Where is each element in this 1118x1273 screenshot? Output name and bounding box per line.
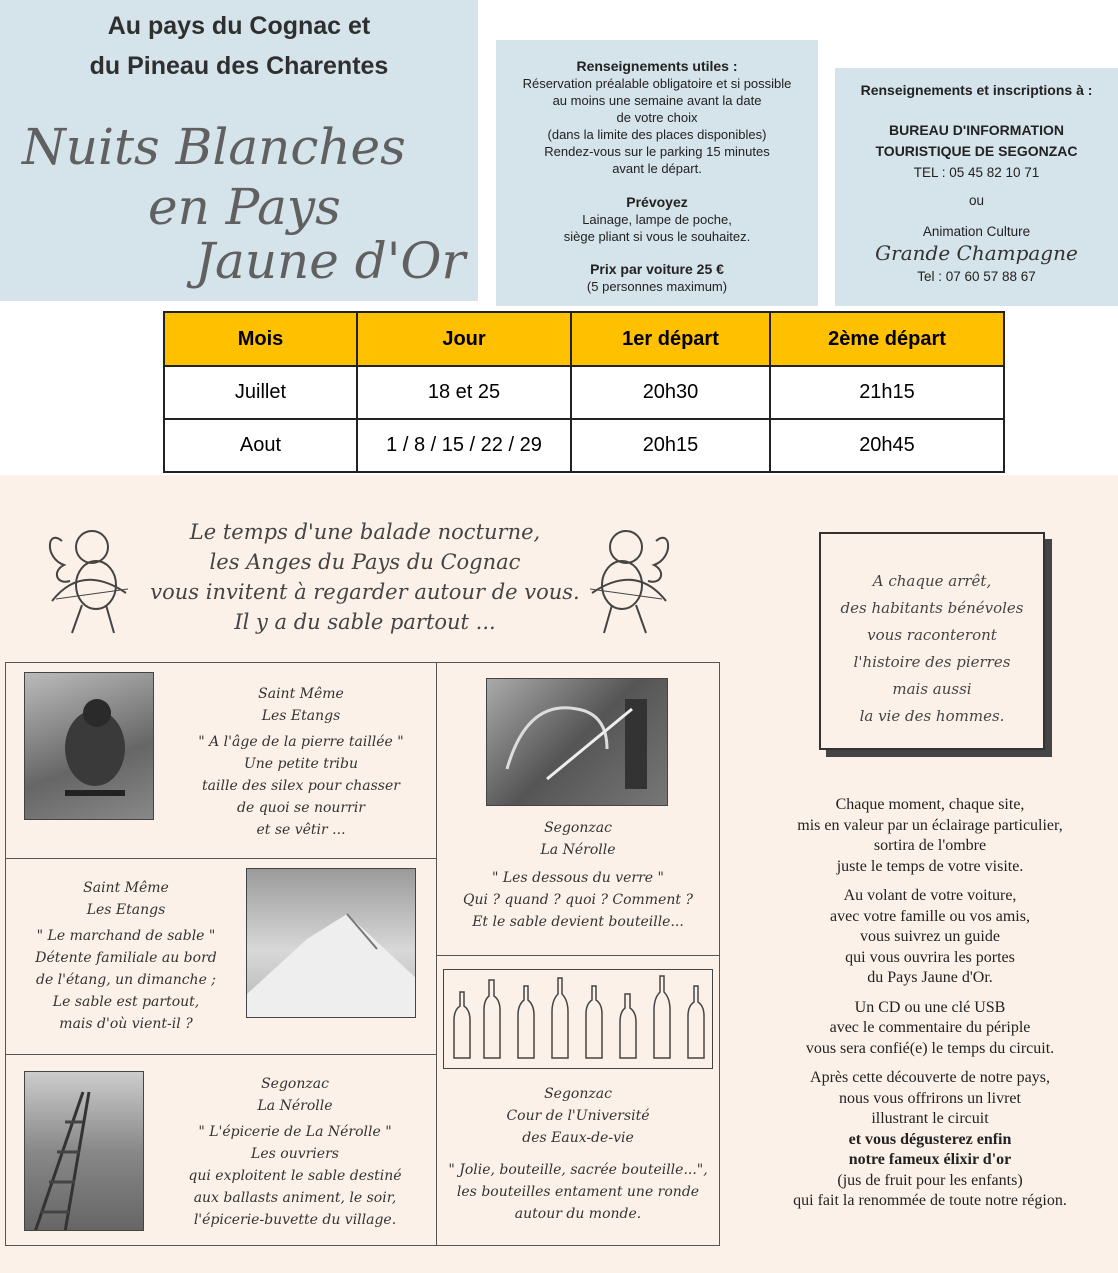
- association-name: Animation Culture: [922, 224, 1031, 239]
- brand-logo-text: Grande Champagne: [875, 241, 1078, 265]
- panel1-site: Les Etangs: [261, 708, 341, 724]
- para2-line: vous suivrez un guide: [860, 928, 1000, 945]
- office-tel: TEL : 05 45 82 10 71: [913, 165, 1040, 180]
- panel3-site: La Nérolle: [257, 1098, 333, 1114]
- table-cell: 1 / 8 / 15 / 22 / 29: [357, 419, 571, 472]
- railway-photo: [24, 1071, 144, 1231]
- price-note: (5 personnes maximum): [586, 279, 728, 294]
- para3-line: avec le commentaire du périple: [829, 1019, 1031, 1036]
- para4-line: Après cette découverte de notre pays,: [810, 1069, 1050, 1086]
- panel1-line: taille des silex pour chasser: [202, 778, 400, 794]
- table-cell: 21h15: [770, 366, 1004, 419]
- info-line: (dans la limite des places disponibles): [547, 127, 767, 142]
- script-line-3: Jaune d'Or: [195, 232, 466, 290]
- title-card: [0, 0, 478, 301]
- info-card: [496, 40, 818, 306]
- prevoyez-line: siège pliant si vous le souhaitez.: [563, 229, 751, 244]
- panel2-title: " Le marchand de sable ": [36, 928, 216, 944]
- panel5-text: [440, 1083, 716, 1225]
- paragraph-3: [760, 998, 1100, 1060]
- table-cell: Juillet: [164, 366, 357, 419]
- panel1-line: Une petite tribu: [243, 756, 359, 772]
- brochure-scan: [0, 475, 1118, 1273]
- schedule-header-row: [164, 312, 1004, 366]
- para3-line: Un CD ou une clé USB: [854, 998, 1006, 1016]
- table-cell: Aout: [164, 419, 357, 472]
- panel5-place: Segonzac: [544, 1086, 612, 1102]
- info-line: au moins une semaine avant la date: [552, 93, 762, 108]
- caveman-photo: [24, 672, 154, 820]
- para2-line: avec votre famille ou vos amis,: [830, 907, 1030, 925]
- panel1-title: " A l'âge de la pierre taillée ": [198, 734, 404, 750]
- glassblower-photo: [486, 678, 668, 806]
- sand-dune-photo: [246, 868, 416, 1018]
- panel4-site: La Nérolle: [540, 842, 616, 858]
- title-line-1: Au pays du Cognac et: [107, 12, 371, 40]
- panel2-line: Détente familiale au bord: [35, 950, 217, 966]
- para1-line: juste le temps de votre visite.: [836, 857, 1024, 875]
- quote-line: mais aussi: [892, 680, 972, 698]
- panel2-text: [16, 877, 236, 1035]
- table-row: [164, 419, 1004, 472]
- info-heading: Renseignements utiles :: [576, 58, 738, 74]
- intro-line: Le temps d'une balade nocturne,: [189, 520, 541, 544]
- intro-line: Il y a du sable partout ...: [234, 610, 496, 634]
- para1-line: Chaque moment, chaque site,: [835, 796, 1025, 813]
- panel5-line: autour du monde.: [514, 1206, 642, 1222]
- office-line-1: BUREAU D'INFORMATION: [889, 122, 1064, 138]
- quote-box: [819, 532, 1045, 750]
- header-cell: Jour: [357, 312, 571, 366]
- quote-line: l'histoire des pierres: [853, 653, 1011, 671]
- panel3-line: aux ballasts animent, le soir,: [193, 1190, 397, 1206]
- contact-heading: Renseignements et inscriptions à :: [860, 82, 1093, 98]
- prevoyez-heading: Prévoyez: [626, 194, 688, 210]
- header-cell: 2ème départ: [770, 312, 1004, 366]
- para2-line: qui vous ouvrira les portes: [845, 948, 1015, 966]
- panel5-site: Cour de l'Université: [506, 1108, 650, 1124]
- contact-card: [835, 68, 1118, 306]
- script-line-1: Nuits Blanches: [22, 118, 406, 176]
- panel1-place: Saint Même: [258, 686, 344, 702]
- panel2-site: Les Etangs: [86, 902, 166, 918]
- para4-line: qui fait la renommée de toute notre région.: [793, 1192, 1067, 1209]
- header-cell: 1er départ: [571, 312, 770, 366]
- para2-line: Au volant de votre voiture,: [843, 887, 1017, 904]
- table-cell: 20h45: [770, 419, 1004, 472]
- description-text: [760, 795, 1100, 1221]
- quote-line: A chaque arrêt,: [872, 572, 992, 590]
- panel3-line: Les ouvriers: [251, 1146, 339, 1162]
- info-line: Réservation préalable obligatoire et si possible: [522, 76, 792, 91]
- intro-line: les Anges du Pays du Cognac: [209, 550, 521, 574]
- price: Prix par voiture 25 €: [590, 261, 724, 277]
- association-tel: Tel : 07 60 57 88 67: [917, 269, 1036, 284]
- panel3-text: [160, 1073, 430, 1231]
- panel4-line: Qui ? quand ? quoi ? Comment ?: [463, 892, 693, 908]
- intro-text: [130, 517, 600, 637]
- panel4-title: " Les dessous du verre ": [492, 870, 664, 886]
- info-line: avant le départ.: [612, 161, 702, 176]
- para1-line: sortira de l'ombre: [873, 837, 987, 854]
- para1-line: mis en valeur par un éclairage particulier,: [797, 816, 1063, 834]
- panel4-line: Et le sable devient bouteille...: [472, 914, 684, 930]
- panel3-title: " L'épicerie de La Nérolle ": [198, 1124, 392, 1140]
- para4-line: illustrant le circuit: [871, 1110, 989, 1127]
- table-cell: 20h30: [571, 366, 770, 419]
- paragraph-1: [760, 795, 1100, 877]
- office-line-2: TOURISTIQUE DE SEGONZAC: [875, 143, 1078, 159]
- schedule-table: [163, 311, 1005, 473]
- bottles-illustration: [443, 969, 713, 1069]
- para4-bold-line: notre fameux élixir d'or: [848, 1151, 1012, 1168]
- panel3-line: l'épicerie-buvette du village.: [193, 1212, 397, 1228]
- intro-line: vous invitent à regarder autour de vous.: [150, 580, 580, 604]
- quote-line: des habitants bénévoles: [840, 599, 1024, 617]
- panel4-place: Segonzac: [544, 820, 612, 836]
- panel5-title: " Jolie, bouteille, sacrée bouteille...",: [448, 1162, 708, 1178]
- cherub-left-icon: [42, 523, 134, 639]
- para4-line: nous vous offrirons un livret: [839, 1089, 1021, 1107]
- quote-line: vous raconteront: [867, 626, 997, 644]
- prevoyez-line: Lainage, lampe de poche,: [582, 212, 732, 227]
- or-text: ou: [968, 193, 985, 208]
- table-row: [164, 366, 1004, 419]
- paragraph-2: [760, 886, 1100, 989]
- para4-line: (jus de fruit pour les enfants): [837, 1171, 1023, 1189]
- panel4-text: [440, 817, 716, 933]
- info-line: de votre choix: [616, 110, 698, 125]
- paragraph-4: [760, 1068, 1100, 1212]
- quote-line: la vie des hommes.: [859, 707, 1005, 725]
- panel1-text: [170, 683, 432, 841]
- panel2-line: Le sable est partout,: [52, 994, 200, 1010]
- panel3-line: qui exploitent le sable destiné: [188, 1168, 402, 1184]
- info-line: Rendez-vous sur le parking 15 minutes: [544, 144, 770, 159]
- para2-line: du Pays Jaune d'Or.: [867, 969, 993, 986]
- panel1-line: et se vêtir ...: [256, 822, 346, 838]
- panel5-line: les bouteilles entament une ronde: [456, 1184, 700, 1200]
- table-cell: 18 et 25: [357, 366, 571, 419]
- para3-line: vous sera confié(e) le temps du circuit.: [805, 1039, 1055, 1057]
- script-line-2: en Pays: [148, 178, 341, 236]
- para4-bold-line: et vous dégusterez enfin: [848, 1130, 1012, 1148]
- table-cell: 20h15: [571, 419, 770, 472]
- panel5-site-2: des Eaux-de-vie: [522, 1130, 634, 1146]
- header-cell: Mois: [164, 312, 357, 366]
- panel1-line: de quoi se nourrir: [237, 800, 365, 816]
- panel3-place: Segonzac: [261, 1076, 329, 1092]
- panel2-line: de l'étang, un dimanche ;: [35, 972, 217, 988]
- title-line-2: du Pineau des Charentes: [89, 52, 389, 80]
- panel2-place: Saint Même: [83, 880, 169, 896]
- panel2-line: mais d'où vient-il ?: [59, 1016, 193, 1032]
